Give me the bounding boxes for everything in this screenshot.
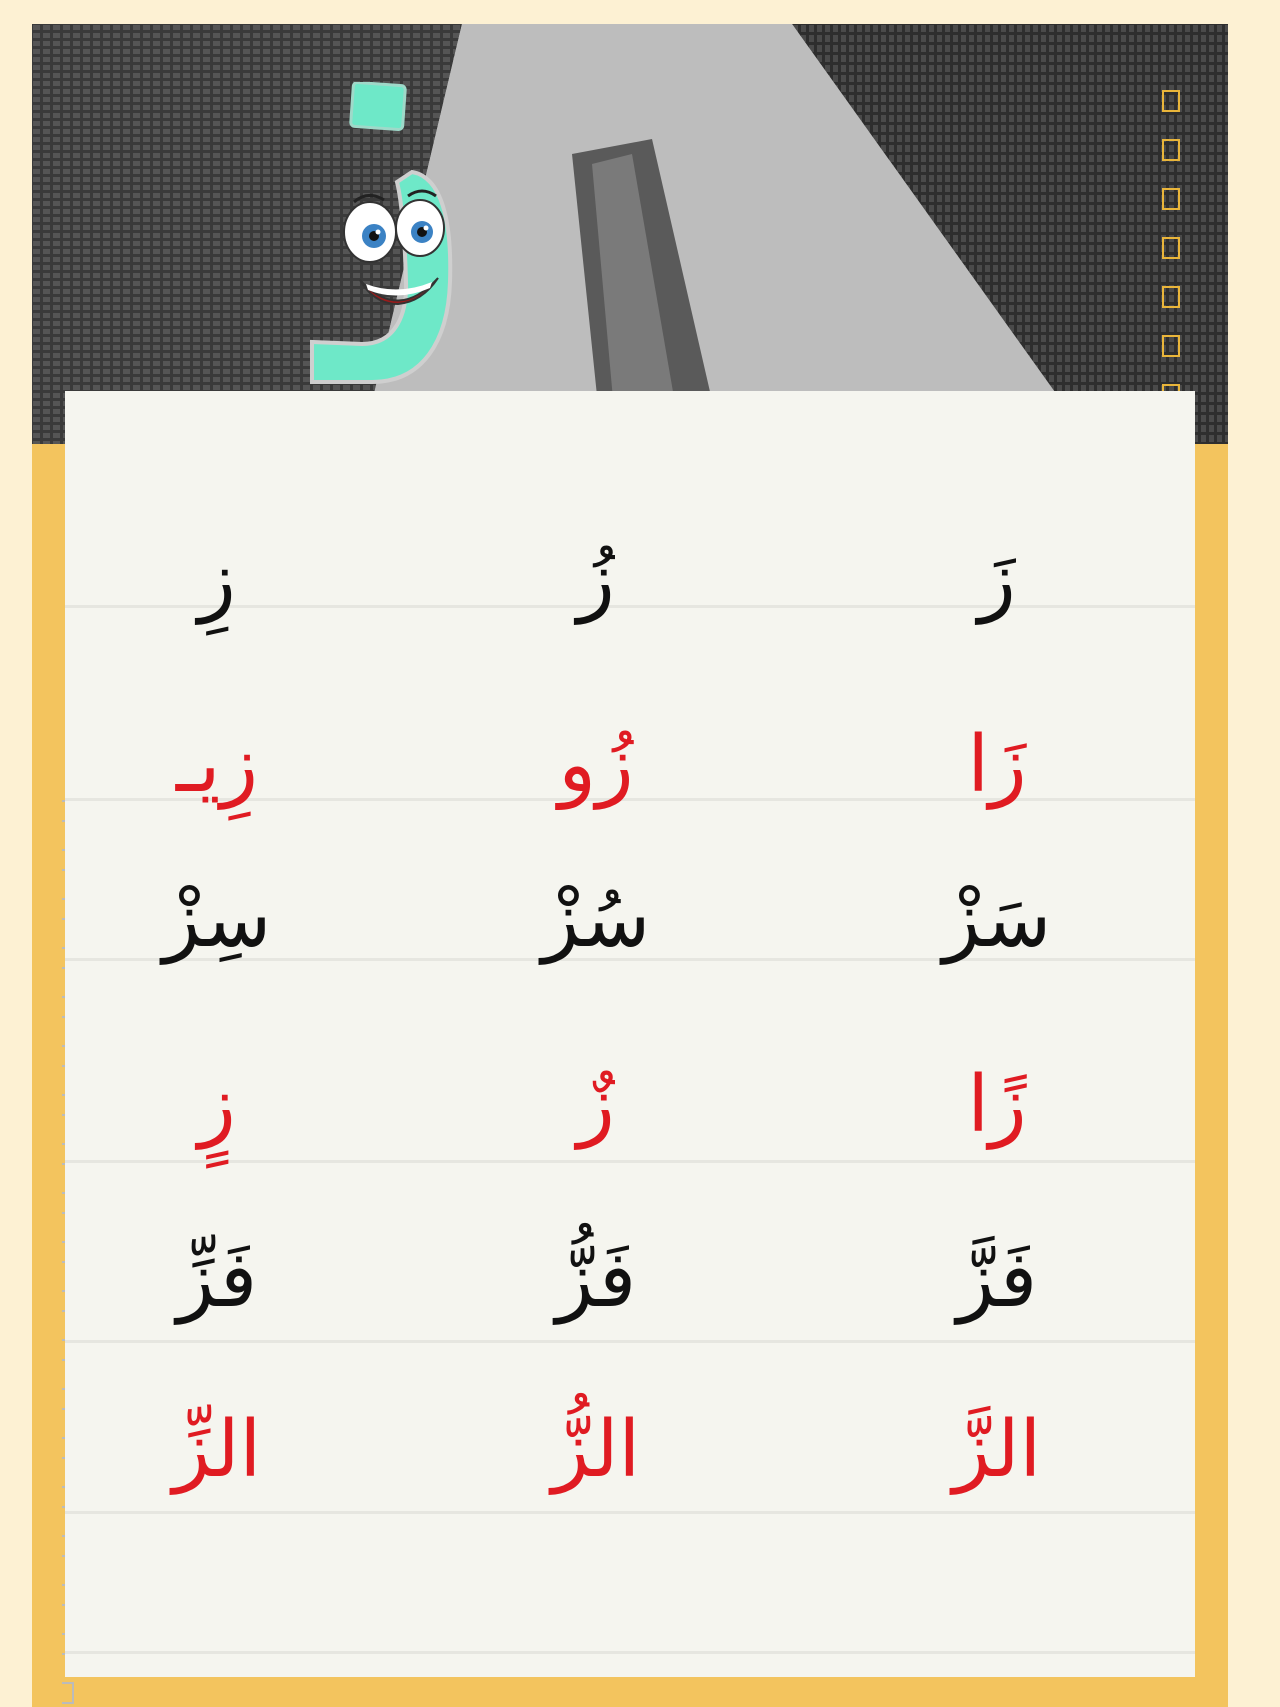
- syllable-cell: زَ: [978, 535, 1016, 625]
- syllable-grid: [65, 391, 1195, 1677]
- syllable-cell: زٌ: [577, 1060, 615, 1150]
- zay-letter-mascot-icon: [302, 82, 482, 412]
- syllable-cell: زِيـ: [175, 720, 259, 810]
- syllable-cell: زًا: [967, 1060, 1027, 1150]
- syllable-cell: سَزْ: [942, 875, 1052, 965]
- syllable-cell: زَا: [967, 720, 1027, 810]
- syllable-cell: سِزْ: [162, 875, 272, 965]
- syllable-cell: زُ: [577, 535, 615, 625]
- syllable-cell: الزُّ: [551, 1405, 641, 1495]
- syllable-cell: فَزَّ: [956, 1235, 1038, 1325]
- syllable-cell: الزِّ: [172, 1405, 262, 1495]
- lined-paper: [65, 391, 1195, 1677]
- syllable-cell: زٍ: [198, 1060, 236, 1150]
- skyscraper-photo: [32, 24, 1228, 444]
- worksheet-frame: [32, 24, 1228, 1707]
- syllable-cell: فَزُّ: [555, 1235, 637, 1325]
- syllable-cell: سُزْ: [541, 875, 651, 965]
- syllable-cell: فَزِّ: [176, 1235, 258, 1325]
- syllable-cell: زِ: [198, 535, 236, 625]
- syllable-cell: الزَّ: [952, 1405, 1042, 1495]
- syllable-cell: زُو: [558, 720, 634, 810]
